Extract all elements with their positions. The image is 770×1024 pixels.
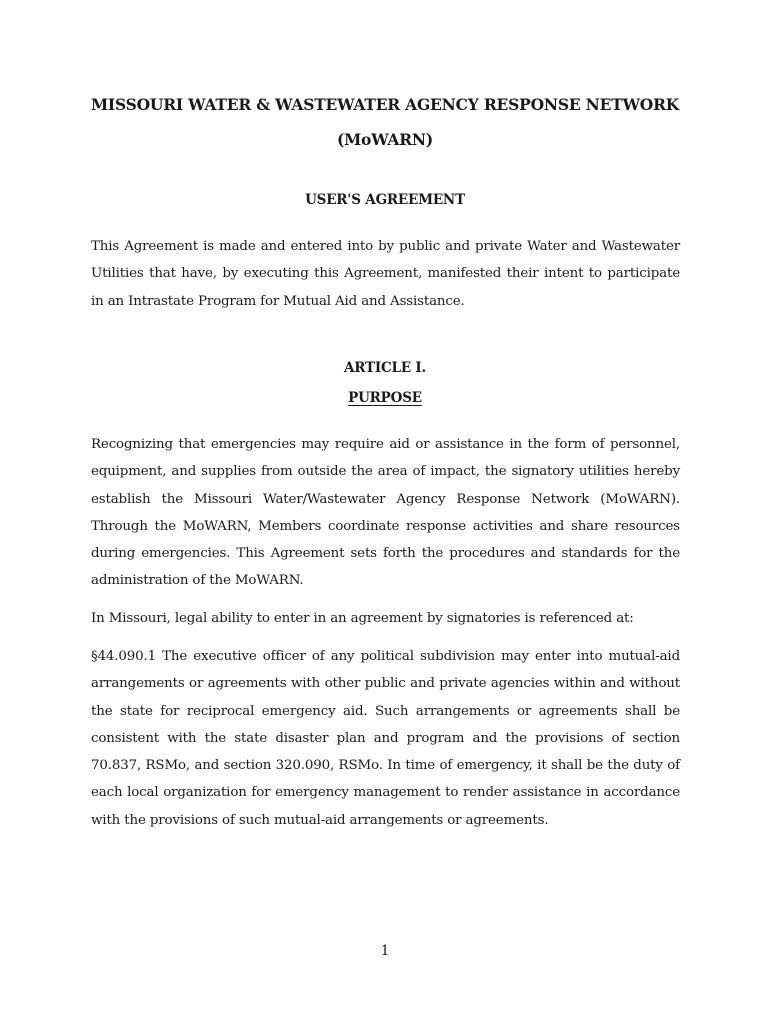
document-subheading: USER'S AGREEMENT (305, 192, 465, 208)
purpose-paragraph: Recognizing that emergencies may require aid or assistance in the form of personnel, equipment, and supplies from outside the area of impact, the signatory utilities hereby establish the Missouri Water/Wastewater Agency Response Network (MoWARN). Through the MoWARN, Members coordinate response activities and share resources during emergencies. This Agreement sets forth the procedures and standards for the administration of the MoWARN. (91, 437, 680, 589)
document-heading-acronym: (MoWARN) (336, 130, 434, 149)
document-heading: MISSOURI WATER & WASTEWATER AGENCY RESPONSE NETWORK (90, 95, 680, 114)
article-number: ARTICLE I. (343, 360, 427, 376)
legal-intro-paragraph: In Missouri, legal ability to enter in an agreement by signatories is referenced at: (91, 611, 634, 626)
statute-paragraph: §44.090.1 The executive officer of any political subdivision may enter into mutual-aid arrangements or agreements with other public and private agencies within and without the state for reciprocal emergency aid. Such arrangements or agreements shall be consistent with the state disaster plan and program and the provisions of section 70.837, RSMo, and section 320.090, RSMo. In time of emergency, it shall be the duty of each local organization for emergency management to render assistance in accordance with the provisions of such mutual-aid arrangements or agreements. (91, 649, 680, 828)
intro-paragraph: This Agreement is made and entered into by public and private Water and Wastewater Utilities that have, by executing this Agreement, manifested their intent to participate in an Intrastate Program for Mutual Aid and Assistance. (91, 239, 680, 309)
article-title: PURPOSE (348, 390, 422, 406)
page-number: 1 (380, 943, 390, 959)
